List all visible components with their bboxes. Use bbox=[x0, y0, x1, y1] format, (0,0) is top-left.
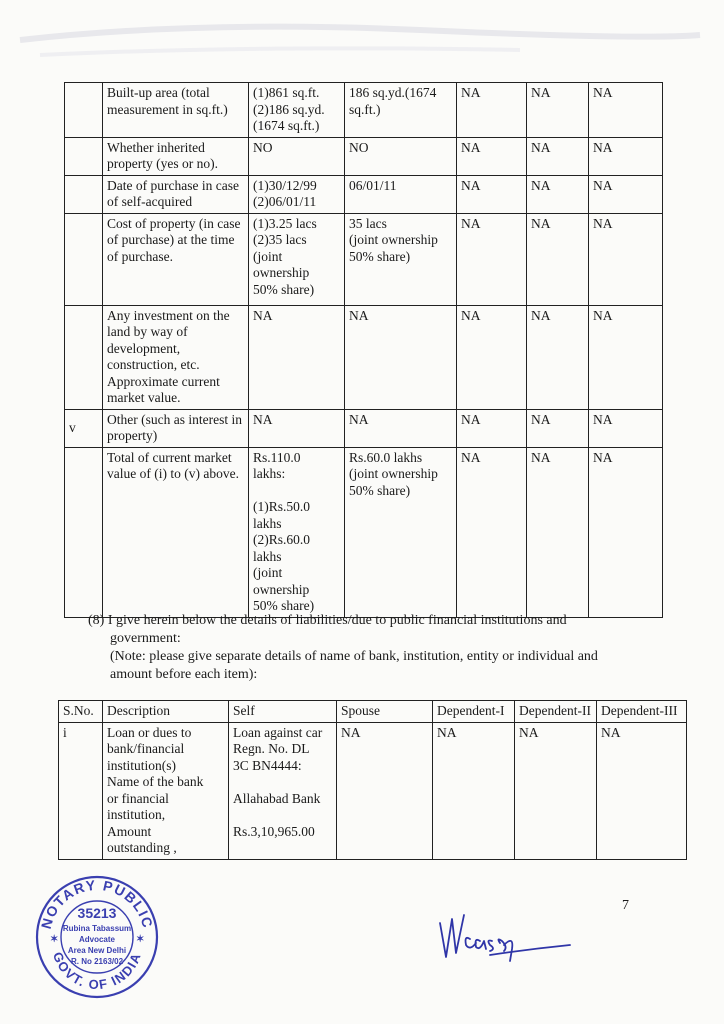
row-description: Date of purchase in case of self-acquired bbox=[103, 175, 249, 213]
cell-line: (2)06/01/11 bbox=[253, 194, 317, 209]
liabilities-table bbox=[58, 700, 687, 860]
row-dependent-3: NA bbox=[589, 305, 663, 409]
header-dependent-3: Dependent-III bbox=[597, 701, 687, 723]
header-self: Self bbox=[229, 701, 337, 723]
row-spouse bbox=[345, 305, 457, 409]
cell-line: NA bbox=[349, 307, 369, 323]
cell-line: 50% share) bbox=[349, 248, 411, 264]
row-dependent-1: NA bbox=[457, 213, 527, 305]
cell-line: NA bbox=[253, 411, 273, 427]
cell-line: Name of the bank bbox=[107, 774, 204, 789]
row-self bbox=[249, 175, 345, 213]
section8-line3: (Note: please give separate details of name of bank, institution, entity or individual and bbox=[110, 649, 598, 664]
table-row bbox=[65, 83, 663, 138]
cell-line: ownership bbox=[253, 581, 310, 597]
cell-line: (joint ownership bbox=[349, 466, 438, 481]
liabilities-section bbox=[88, 612, 648, 684]
section8-line4: amount before each item): bbox=[110, 667, 258, 682]
cell-line: NA bbox=[253, 307, 273, 323]
table-row bbox=[65, 447, 663, 617]
handwritten-signature bbox=[430, 905, 580, 965]
row-dependent-2: NA bbox=[527, 213, 589, 305]
row-description: Total of current market value of (i) to (v) above. bbox=[103, 447, 249, 617]
cell-line: (1)3.25 lacs bbox=[253, 215, 317, 231]
row-dependent-3: NA bbox=[597, 722, 687, 859]
seal-place: Area New Delhi bbox=[67, 946, 127, 955]
seal-reg: R. No 2163/02 bbox=[70, 957, 124, 966]
seal-role: Advocate bbox=[78, 935, 116, 944]
cell-line: Amount bbox=[107, 823, 152, 839]
cell-line bbox=[253, 483, 340, 500]
section8-line1: (8) I give herein below the details of liabilities/due to public financial institutions and bbox=[88, 613, 567, 628]
svg-text:NOTARY PUBLIC bbox=[38, 877, 157, 931]
cell-line: outstanding , bbox=[107, 840, 177, 855]
row-dependent-3: NA bbox=[589, 83, 663, 138]
cell-line: (1)Rs.50.0 bbox=[253, 499, 310, 514]
row-description: Whether inherited property (yes or no). bbox=[103, 137, 249, 175]
row-spouse: NA bbox=[337, 722, 433, 859]
row-dependent-2: NA bbox=[527, 137, 589, 175]
row-dependent-2: NA bbox=[527, 447, 589, 617]
table-row bbox=[59, 722, 687, 859]
row-dependent-1: NA bbox=[457, 83, 527, 138]
row-description: Other (such as interest in property) bbox=[103, 409, 249, 447]
seal-bottom-text: GOVT. OF INDIA bbox=[49, 950, 144, 993]
cell-line: Loan against car bbox=[233, 724, 323, 740]
cell-line: (2)Rs.60.0 bbox=[253, 532, 310, 547]
row-dependent-2: NA bbox=[527, 305, 589, 409]
row-dependent-2: NA bbox=[515, 722, 597, 859]
cell-line: Allahabad Bank bbox=[233, 790, 321, 806]
seal-number: 35213 bbox=[77, 905, 117, 921]
row-self bbox=[229, 722, 337, 859]
cell-line: (2)35 lacs bbox=[253, 232, 307, 247]
cell-line: ownership bbox=[253, 265, 310, 280]
cell-line: (1674 sq.ft.) bbox=[253, 118, 320, 133]
cell-line: or financial bbox=[107, 790, 169, 806]
cell-line bbox=[233, 774, 332, 791]
row-sno bbox=[65, 213, 103, 305]
header-dependent-2: Dependent-II bbox=[515, 701, 597, 723]
cell-line: (joint bbox=[253, 565, 283, 580]
cell-line: bank/financial bbox=[107, 741, 185, 756]
row-self bbox=[249, 137, 345, 175]
page-number: 7 bbox=[622, 898, 629, 913]
table-row bbox=[65, 175, 663, 213]
cell-line: Rs.110.0 bbox=[253, 449, 301, 465]
row-sno bbox=[65, 305, 103, 409]
row-dependent-1: NA bbox=[457, 305, 527, 409]
row-sno bbox=[65, 83, 103, 138]
cell-line: (joint ownership bbox=[349, 232, 438, 247]
header-dependent-1: Dependent-I bbox=[433, 701, 515, 723]
cell-line: sq.ft.) bbox=[349, 101, 381, 117]
row-description bbox=[103, 722, 229, 859]
cell-line: Rs.60.0 lakhs bbox=[349, 449, 423, 465]
row-dependent-3: NA bbox=[589, 175, 663, 213]
cell-line: lakhs bbox=[253, 515, 282, 531]
row-description: Built-up area (total measurement in sq.ft.) bbox=[103, 83, 249, 138]
row-self bbox=[249, 409, 345, 447]
row-dependent-3: NA bbox=[589, 213, 663, 305]
row-sno bbox=[65, 137, 103, 175]
notary-seal-stamp bbox=[32, 872, 162, 1002]
row-dependent-2: NA bbox=[527, 409, 589, 447]
table-row bbox=[65, 213, 663, 305]
seal-star-right: ✶ bbox=[136, 934, 145, 945]
row-spouse bbox=[345, 137, 457, 175]
cell-line: 3C BN4444: bbox=[233, 757, 302, 773]
cell-line: NO bbox=[253, 139, 273, 155]
row-description: Cost of property (in case of purchase) at the time of purchase. bbox=[103, 213, 249, 305]
cell-line: 50% share) bbox=[349, 482, 411, 498]
row-spouse bbox=[345, 175, 457, 213]
cell-line: 186 sq.yd.(1674 bbox=[349, 85, 437, 100]
cell-line: NO bbox=[349, 139, 369, 155]
row-sno: v bbox=[65, 409, 103, 447]
cell-line: Rs.3,10,965.00 bbox=[233, 823, 315, 839]
row-dependent-3: NA bbox=[589, 137, 663, 175]
row-description: Any investment on the land by way of development, construction, etc. Approximate current market value. bbox=[103, 305, 249, 409]
row-dependent-1: NA bbox=[457, 409, 527, 447]
row-dependent-2: NA bbox=[527, 175, 589, 213]
row-dependent-1: NA bbox=[457, 447, 527, 617]
cell-line: lakhs bbox=[253, 548, 282, 564]
cell-line: (joint bbox=[253, 248, 283, 264]
table-row bbox=[65, 305, 663, 409]
row-dependent-2: NA bbox=[527, 83, 589, 138]
row-dependent-1: NA bbox=[457, 137, 527, 175]
header-spouse: Spouse bbox=[337, 701, 433, 723]
row-dependent-1: NA bbox=[457, 175, 527, 213]
cell-line: institution, bbox=[107, 807, 166, 822]
row-dependent-3: NA bbox=[589, 409, 663, 447]
cell-line bbox=[233, 807, 332, 824]
table-row bbox=[65, 137, 663, 175]
row-spouse bbox=[345, 213, 457, 305]
table-header-row bbox=[59, 701, 687, 723]
section8-line2: government: bbox=[110, 631, 181, 646]
row-sno: i bbox=[59, 722, 103, 859]
cell-line: Regn. No. DL bbox=[233, 741, 310, 756]
assets-table-continued bbox=[64, 82, 663, 618]
cell-line: (2)186 sq.yd. bbox=[253, 101, 325, 117]
cell-line: 50% share) bbox=[253, 598, 315, 613]
row-sno bbox=[65, 447, 103, 617]
header-sno: S.No. bbox=[59, 701, 103, 723]
row-self bbox=[249, 83, 345, 138]
table-row bbox=[65, 409, 663, 447]
row-spouse bbox=[345, 409, 457, 447]
cell-line: institution(s) bbox=[107, 757, 177, 773]
header-description: Description bbox=[103, 701, 229, 723]
cell-line: 06/01/11 bbox=[349, 177, 397, 193]
row-dependent-3: NA bbox=[589, 447, 663, 617]
cell-line: lakhs: bbox=[253, 466, 286, 481]
row-sno bbox=[65, 175, 103, 213]
row-dependent-1: NA bbox=[433, 722, 515, 859]
cell-line: (1)861 sq.ft. bbox=[253, 85, 320, 100]
row-self bbox=[249, 447, 345, 617]
cell-line: NA bbox=[349, 411, 369, 427]
seal-star-left: ✶ bbox=[50, 934, 59, 945]
row-spouse bbox=[345, 447, 457, 617]
cell-line: 50% share) bbox=[253, 281, 315, 297]
row-self bbox=[249, 305, 345, 409]
scan-smudge bbox=[0, 0, 724, 70]
row-spouse bbox=[345, 83, 457, 138]
cell-line: (1)30/12/99 bbox=[253, 177, 317, 193]
cell-line: 35 lacs bbox=[349, 215, 387, 231]
cell-line: Loan or dues to bbox=[107, 724, 192, 740]
seal-name: Rubina Tabassum bbox=[62, 924, 132, 933]
seal-top-text: NOTARY PUBLIC bbox=[37, 876, 157, 931]
row-self bbox=[249, 213, 345, 305]
